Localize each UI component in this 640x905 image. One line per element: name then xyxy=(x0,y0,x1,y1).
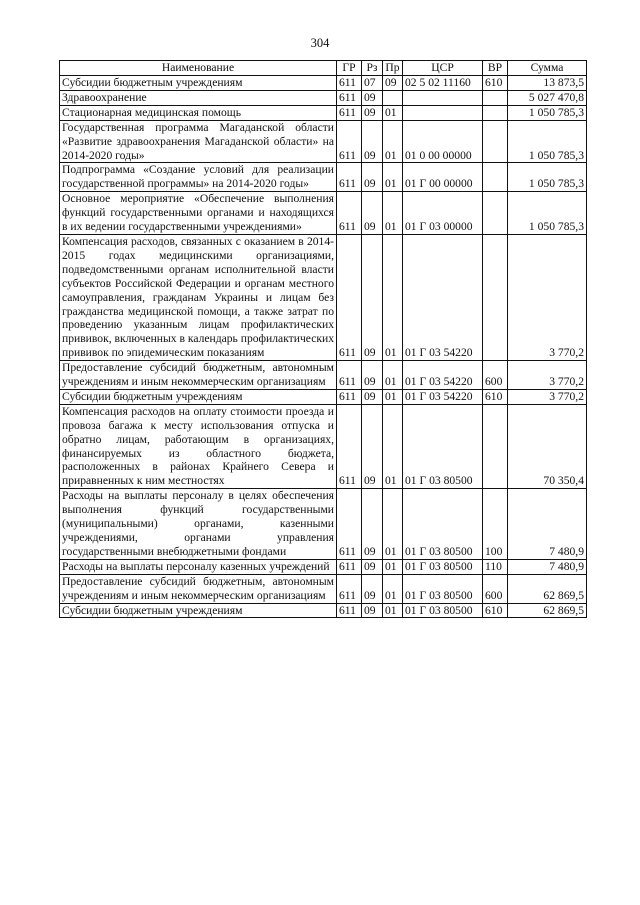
cell-vr: 610 xyxy=(483,603,508,618)
cell-gr: 611 xyxy=(337,404,362,488)
cell-sum: 5 027 470,8 xyxy=(508,90,587,105)
cell-gr: 611 xyxy=(337,361,362,390)
table-row xyxy=(60,192,587,235)
table-row xyxy=(60,361,587,390)
cell-gr: 611 xyxy=(337,389,362,404)
cell-csr: 01 Г 03 80500 xyxy=(403,559,483,574)
cell-csr: 01 Г 03 80500 xyxy=(403,603,483,618)
cell-vr: 600 xyxy=(483,361,508,390)
cell-csr: 01 Г 03 80500 xyxy=(403,574,483,603)
cell-csr: 01 Г 00 00000 xyxy=(403,163,483,192)
cell-pr: 09 xyxy=(383,76,403,91)
cell-gr: 611 xyxy=(337,120,362,163)
table-row xyxy=(60,603,587,618)
cell-vr xyxy=(483,234,508,360)
cell-pr: 01 xyxy=(383,559,403,574)
cell-pr: 01 xyxy=(383,163,403,192)
cell-name: Компенсация расходов на оплату стоимости проезда и провоза багажа к месту использования отпуска и обратно лицам, работающим в организациях, финансируемых из областного бюджета, расположенных в районах Крайнего Севера и приравненных к ним местностях xyxy=(60,404,337,488)
cell-pr: 01 xyxy=(383,192,403,235)
table-row xyxy=(60,163,587,192)
cell-gr: 611 xyxy=(337,574,362,603)
cell-gr: 611 xyxy=(337,105,362,120)
cell-pr: 01 xyxy=(383,574,403,603)
cell-gr: 611 xyxy=(337,489,362,560)
table-row xyxy=(60,574,587,603)
cell-rz: 09 xyxy=(362,361,383,390)
cell-sum: 62 869,5 xyxy=(508,603,587,618)
cell-name: Субсидии бюджетным учреждениям xyxy=(60,76,337,91)
cell-vr xyxy=(483,105,508,120)
cell-name: Стационарная медицинская помощь xyxy=(60,105,337,120)
cell-rz: 09 xyxy=(362,404,383,488)
cell-rz: 09 xyxy=(362,163,383,192)
cell-vr: 100 xyxy=(483,489,508,560)
cell-rz: 09 xyxy=(362,389,383,404)
cell-vr xyxy=(483,163,508,192)
table-row xyxy=(60,76,587,91)
cell-sum: 1 050 785,3 xyxy=(508,120,587,163)
cell-name: Подпрограмма «Создание условий для реализации государственной программы» на 2014-2020 годы» xyxy=(60,163,337,192)
cell-name: Субсидии бюджетным учреждениям xyxy=(60,389,337,404)
cell-rz: 09 xyxy=(362,559,383,574)
header-csr: ЦСР xyxy=(403,61,483,76)
cell-sum: 7 480,9 xyxy=(508,489,587,560)
cell-name: Здравоохранение xyxy=(60,90,337,105)
cell-csr: 01 Г 03 54220 xyxy=(403,361,483,390)
cell-rz: 09 xyxy=(362,574,383,603)
cell-vr: 610 xyxy=(483,389,508,404)
cell-sum: 1 050 785,3 xyxy=(508,192,587,235)
table-row xyxy=(60,105,587,120)
cell-name: Расходы на выплаты персоналу казенных учреждений xyxy=(60,559,337,574)
cell-csr xyxy=(403,105,483,120)
cell-csr: 01 0 00 00000 xyxy=(403,120,483,163)
header-sum: Сумма xyxy=(508,61,587,76)
cell-pr: 01 xyxy=(383,361,403,390)
table-body xyxy=(60,76,587,618)
cell-pr: 01 xyxy=(383,234,403,360)
cell-rz: 07 xyxy=(362,76,383,91)
cell-pr: 01 xyxy=(383,389,403,404)
page-number: 304 xyxy=(310,36,330,50)
cell-name: Предоставление субсидий бюджетным, автономным учреждениям и иным некоммерческим организациям xyxy=(60,361,337,390)
cell-vr xyxy=(483,90,508,105)
cell-csr: 01 Г 03 80500 xyxy=(403,489,483,560)
header-gr: ГР xyxy=(337,61,362,76)
cell-name: Государственная программа Магаданской области «Развитие здравоохранения Магаданской области» на 2014-2020 годы» xyxy=(60,120,337,163)
cell-sum: 13 873,5 xyxy=(508,76,587,91)
table-row xyxy=(60,559,587,574)
cell-gr: 611 xyxy=(337,559,362,574)
cell-pr: 01 xyxy=(383,120,403,163)
cell-gr: 611 xyxy=(337,603,362,618)
table-header-row xyxy=(60,61,587,76)
table-row xyxy=(60,404,587,488)
cell-csr: 01 Г 03 00000 xyxy=(403,192,483,235)
cell-csr: 02 5 02 11160 xyxy=(403,76,483,91)
cell-gr: 611 xyxy=(337,192,362,235)
cell-rz: 09 xyxy=(362,90,383,105)
cell-gr: 611 xyxy=(337,234,362,360)
header-name: Наименование xyxy=(60,61,337,76)
cell-gr: 611 xyxy=(337,90,362,105)
cell-pr xyxy=(383,90,403,105)
cell-name: Основное мероприятие «Обеспечение выполнения функций государственными органами и находящихся в их ведении государственными учреждениями» xyxy=(60,192,337,235)
cell-pr: 01 xyxy=(383,603,403,618)
cell-rz: 09 xyxy=(362,603,383,618)
cell-sum: 70 350,4 xyxy=(508,404,587,488)
cell-rz: 09 xyxy=(362,105,383,120)
table-row xyxy=(60,389,587,404)
table-row xyxy=(60,90,587,105)
header-pr: Пр xyxy=(383,61,403,76)
header-vr: ВР xyxy=(483,61,508,76)
cell-rz: 09 xyxy=(362,120,383,163)
cell-vr xyxy=(483,120,508,163)
cell-rz: 09 xyxy=(362,192,383,235)
cell-sum: 62 869,5 xyxy=(508,574,587,603)
cell-rz: 09 xyxy=(362,489,383,560)
cell-vr: 110 xyxy=(483,559,508,574)
cell-sum: 3 770,2 xyxy=(508,389,587,404)
cell-pr: 01 xyxy=(383,105,403,120)
cell-gr: 611 xyxy=(337,76,362,91)
cell-vr: 610 xyxy=(483,76,508,91)
table-row xyxy=(60,489,587,560)
cell-name: Субсидии бюджетным учреждениям xyxy=(60,603,337,618)
cell-csr xyxy=(403,90,483,105)
budget-table xyxy=(59,60,587,618)
cell-sum: 3 770,2 xyxy=(508,361,587,390)
cell-sum: 1 050 785,3 xyxy=(508,163,587,192)
header-rz: Рз xyxy=(362,61,383,76)
cell-pr: 01 xyxy=(383,404,403,488)
cell-rz: 09 xyxy=(362,234,383,360)
cell-pr: 01 xyxy=(383,489,403,560)
cell-name: Расходы на выплаты персоналу в целях обеспечения выполнения функций государственными (муниципальными) органами, казенными учреждениями, органами управления государственными внебюджетными фондами xyxy=(60,489,337,560)
cell-name: Компенсация расходов, связанных с оказанием в 2014-2015 годах медицинскими организациями, подведомственными органам исполнительной власти субъектов Российской Федерации и органам местного самоуправления, гражданам Украины и лицам без гражданства медицинской помощи, а также затрат по проведению указанным лицам профилактических прививок, включенных в календарь профилактических прививок по эпидемическим показаниям xyxy=(60,234,337,360)
cell-vr xyxy=(483,404,508,488)
cell-gr: 611 xyxy=(337,163,362,192)
cell-sum: 1 050 785,3 xyxy=(508,105,587,120)
cell-csr: 01 Г 03 54220 xyxy=(403,234,483,360)
cell-csr: 01 Г 03 54220 xyxy=(403,389,483,404)
cell-vr: 600 xyxy=(483,574,508,603)
cell-sum: 3 770,2 xyxy=(508,234,587,360)
cell-csr: 01 Г 03 80500 xyxy=(403,404,483,488)
table-row xyxy=(60,120,587,163)
cell-vr xyxy=(483,192,508,235)
cell-name: Предоставление субсидий бюджетным, автономным учреждениям и иным некоммерческим организациям xyxy=(60,574,337,603)
table-row xyxy=(60,234,587,360)
cell-sum: 7 480,9 xyxy=(508,559,587,574)
